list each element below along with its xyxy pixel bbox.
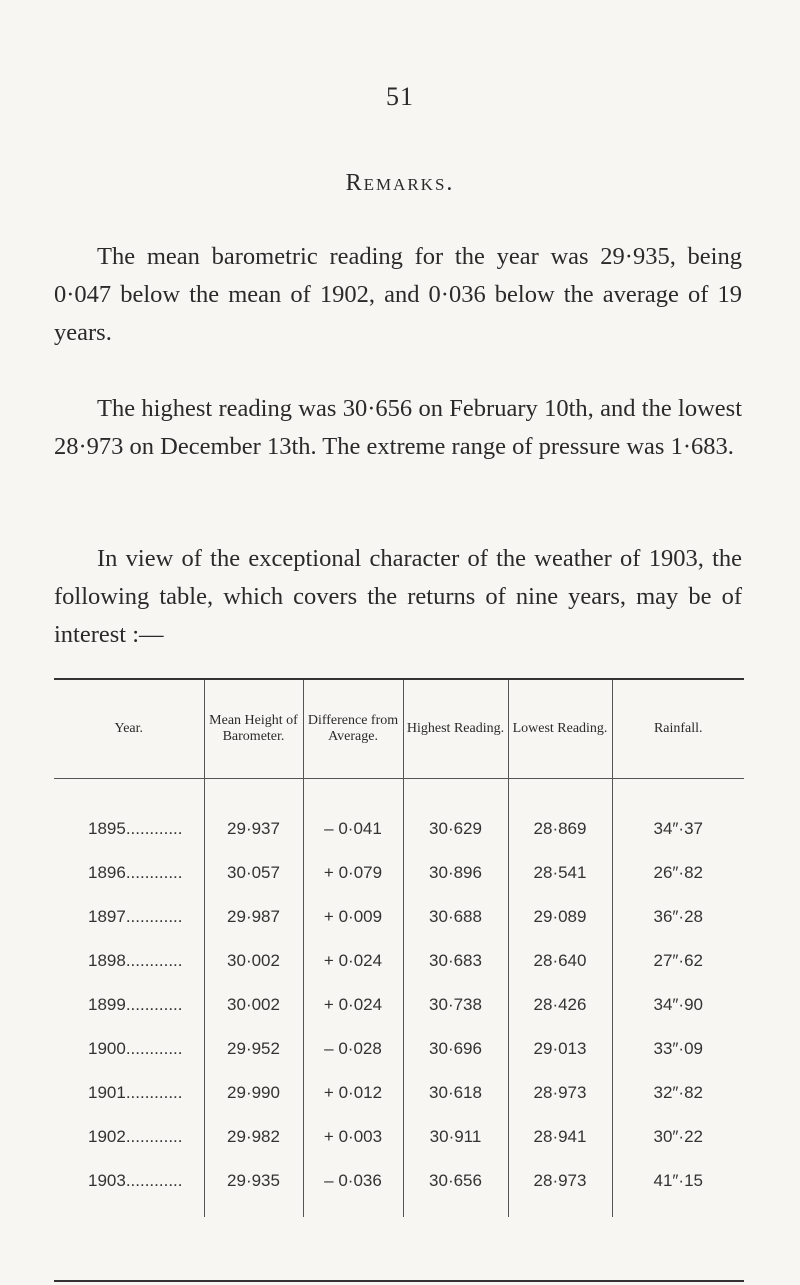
cell-high: 30·696 [403,1027,508,1071]
table-header-row [54,680,744,779]
cell-year: 1897............ [88,907,183,926]
cell-low: 28·941 [508,1115,612,1159]
cell-rain: 32″·82 [612,1071,744,1115]
cell-diff: – 0·028 [303,1027,403,1071]
table-row [54,1071,744,1115]
cell-mean: 29·937 [204,779,303,852]
cell-diff: + 0·012 [303,1071,403,1115]
table-row [54,939,744,983]
cell-low: 28·426 [508,983,612,1027]
cell-low: 28·973 [508,1071,612,1115]
cell-low: 28·541 [508,851,612,895]
header-lowest: Lowest Reading. [508,680,612,779]
paragraph-mean-reading: The mean barometric reading for the year was 29·935, being 0·047 below the mean of 1902, and 0·036 below the average of 19 years. [54,243,742,346]
cell-low: 28·640 [508,939,612,983]
cell-mean: 29·935 [204,1159,303,1217]
header-rainfall: Rainfall. [612,680,744,779]
cell-year: 1900............ [88,1039,183,1058]
cell-mean: 30·057 [204,851,303,895]
table-row [54,1027,744,1071]
header-difference: Difference from Average. [303,680,403,779]
table-row [54,1115,744,1159]
page-number: 51 [386,82,414,111]
cell-year: 1899............ [88,995,183,1014]
cell-rain: 33″·09 [612,1027,744,1071]
cell-mean: 29·990 [204,1071,303,1115]
cell-high: 30·629 [403,779,508,852]
cell-high: 30·618 [403,1071,508,1115]
cell-high: 30·896 [403,851,508,895]
paragraph-highest-lowest: The highest reading was 30·656 on February 10th, and the lowest 28·973 on December 13th. The extreme range of pressure was 1·683. [54,395,742,460]
cell-low: 29·089 [508,895,612,939]
cell-rain: 27″·62 [612,939,744,983]
cell-diff: + 0·024 [303,939,403,983]
cell-low: 28·973 [508,1159,612,1217]
paragraph-table-intro: In view of the exceptional character of the weather of 1903, the following table, which covers the returns of nine years, may be of interest :— [54,545,742,648]
cell-year: 1898............ [88,951,183,970]
cell-diff: + 0·079 [303,851,403,895]
table-row [54,983,744,1027]
cell-rain: 34″·90 [612,983,744,1027]
table-row [54,779,744,852]
cell-mean: 30·002 [204,939,303,983]
cell-rain: 41″·15 [612,1159,744,1217]
cell-mean: 30·002 [204,983,303,1027]
cell-diff: + 0·009 [303,895,403,939]
cell-diff: – 0·036 [303,1159,403,1217]
cell-year: 1902............ [88,1127,183,1146]
cell-diff: – 0·041 [303,779,403,852]
cell-rain: 30″·22 [612,1115,744,1159]
cell-high: 30·656 [403,1159,508,1217]
cell-high: 30·688 [403,895,508,939]
header-year: Year. [54,680,204,779]
cell-rain: 36″·28 [612,895,744,939]
cell-year: 1895............ [88,819,183,838]
cell-diff: + 0·003 [303,1115,403,1159]
table-row [54,895,744,939]
cell-rain: 26″·82 [612,851,744,895]
cell-year: 1903............ [88,1171,183,1190]
table-row [54,851,744,895]
cell-mean: 29·952 [204,1027,303,1071]
header-highest: Highest Reading. [403,680,508,779]
cell-rain: 34″·37 [612,779,744,852]
barometer-table [54,678,744,1282]
cell-high: 30·683 [403,939,508,983]
cell-high: 30·738 [403,983,508,1027]
cell-low: 29·013 [508,1027,612,1071]
cell-mean: 29·982 [204,1115,303,1159]
header-mean-height: Mean Height of Barometer. [204,680,303,779]
cell-mean: 29·987 [204,895,303,939]
cell-year: 1896............ [88,863,183,882]
cell-diff: + 0·024 [303,983,403,1027]
cell-year: 1901............ [88,1083,183,1102]
table-row [54,1159,744,1217]
section-heading: Remarks. [345,170,455,196]
cell-low: 28·869 [508,779,612,852]
cell-high: 30·911 [403,1115,508,1159]
